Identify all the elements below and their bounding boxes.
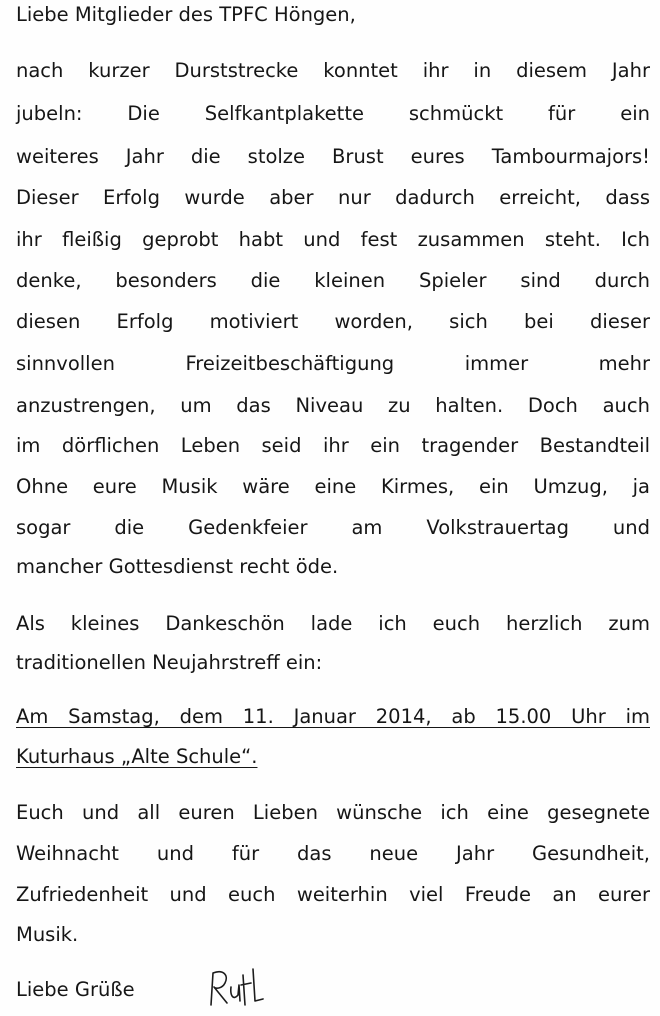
paragraph-3-line-1: Euch und all euren Lieben wünsche ich eine gesegnete — [16, 801, 650, 824]
paragraph-1-line-9: anzustrengen, um das Niveau zu halten. Doch auch — [16, 394, 650, 417]
paragraph-1-line-12: sogar die Gedenkfeier am Volkstrauertag und — [16, 516, 650, 539]
paragraph-1-line-6: denke, besonders die kleinen Spieler sind durch — [16, 269, 650, 292]
paragraph-1-line-1: nach kurzer Durststrecke konntet ihr in diesem Jahr — [16, 59, 650, 82]
paragraph-1-line-2: jubeln: Die Selfkantplakette schmückt für ein — [16, 102, 650, 125]
paragraph-3-line-2: Weihnacht und für das neue Jahr Gesundheit, — [16, 842, 650, 865]
paragraph-1-line-8: sinnvollen Freizeitbeschäftigung immer mehr — [16, 352, 650, 375]
event-line-2: Kuturhaus „Alte Schule“. — [16, 745, 258, 768]
paragraph-2-line-2: traditionellen Neujahrstreff ein: — [16, 651, 323, 674]
paragraph-1-line-4: Dieser Erfolg wurde aber nur dadurch erreicht, dass — [16, 186, 650, 209]
salutation: Liebe Mitglieder des TPFC Höngen, — [16, 3, 356, 26]
paragraph-1-line-3: weiteres Jahr die stolze Brust eures Tambourmajors! — [16, 145, 650, 168]
paragraph-3-line-3: Zufriedenheit und euch weiterhin viel Freude an eurer — [16, 883, 650, 906]
event-line-1: Am Samstag, dem 11. Januar 2014, ab 15.00 Uhr im — [16, 705, 650, 728]
paragraph-2-line-1: Als kleines Dankeschön lade ich euch herzlich zum — [16, 612, 650, 635]
signature-image — [205, 965, 265, 1007]
paragraph-1-line-10: im dörflichen Leben seid ihr ein tragender Bestandteil — [16, 434, 650, 457]
paragraph-1-line-7: diesen Erfolg motiviert worden, sich bei dieser — [16, 310, 650, 333]
paragraph-1-line-11: Ohne eure Musik wäre eine Kirmes, ein Umzug, ja — [16, 475, 650, 498]
closing: Liebe Grüße — [16, 978, 135, 1001]
paragraph-1-line-5: ihr fleißig geprobt habt und fest zusammen steht. Ich — [16, 228, 650, 251]
paragraph-3-line-4: Musik. — [16, 923, 79, 946]
paragraph-1-line-13: mancher Gottesdienst recht öde. — [16, 555, 339, 578]
